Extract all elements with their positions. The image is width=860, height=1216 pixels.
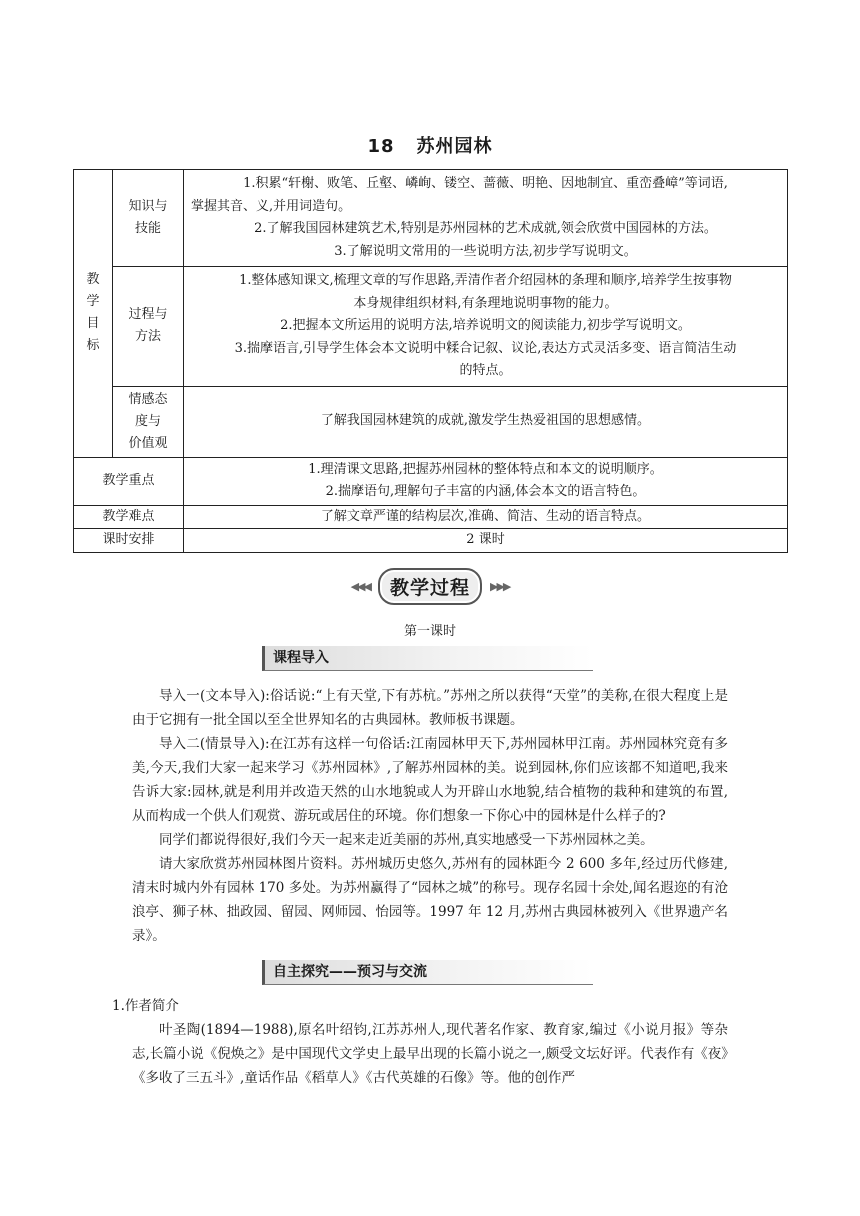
emotion-content: 了解我国园林建筑的成就,激发学生热爱祖国的思想感情。 bbox=[184, 386, 788, 457]
item-title: 1.作者简介 bbox=[112, 998, 179, 1014]
knowledge-content: 1.积累“轩榭、败笔、丘壑、嶙峋、镂空、蔷薇、明艳、因地制宜、重峦叠嶂”等词语, 掌握其音、义,并用词造句。 2.了解我国园林建筑艺术,特别是苏州园林的艺术成就,领会欣赏中国园林的方法。 3.了解说明文常用的一些说明方法,初步学写说明文。 bbox=[184, 170, 788, 267]
left-arrows-icon: ◀◀◀ bbox=[350, 580, 370, 593]
explore-body bbox=[112, 994, 728, 1090]
paragraph: 导入二(情景导入):在江苏有这样一句俗话:江南园林甲天下,苏州园林甲江南。苏州园林究竟有多美,今天,我们大家一起来学习《苏州园林》,了解苏州园林的美。说到园林,你们应该都不知道吧,我来告诉大家:园林,就是利用并改造天然的山水地貌或人为开辟山水地貌,结合植物的栽种和建筑的布置,从而构成一个供人们观赏、游玩或居住的环境。你们想象一下你心中的园林是什么样子的? bbox=[132, 736, 728, 824]
page-title bbox=[0, 132, 860, 158]
goals-label: 教 学 目 标 bbox=[74, 170, 113, 458]
paragraph: 同学们都说得很好,我们今天一起来走近美丽的苏州,真实地感受一下苏州园林之美。 bbox=[159, 832, 654, 848]
key-points-content: 1.理清课文思路,把握苏州园林的整体特点和本文的说明顺序。 2.揣摩语句,理解句子丰富的内涵,体会本文的语言特色。 bbox=[184, 457, 788, 505]
paragraph: 导入一(文本导入):俗话说:“上有天堂,下有苏杭。”苏州之所以获得“天堂”的美称,在很大程度上是由于它拥有一批全国以至全世界知名的古典园林。教师板书课题。 bbox=[132, 688, 728, 728]
knowledge-label: 知识与 技能 bbox=[113, 170, 184, 267]
emotion-label: 情感态 度与 价值观 bbox=[113, 386, 184, 457]
key-points-label: 教学重点 bbox=[74, 457, 184, 505]
process-label: 过程与 方法 bbox=[113, 267, 184, 387]
difficulty-content: 了解文章严谨的结构层次,准确、简洁、生动的语言特点。 bbox=[184, 505, 788, 529]
section-header-explore: 自主探究——预习与交流 bbox=[262, 960, 593, 985]
process-content: 1.整体感知课文,梳理文章的写作思路,弄清作者介绍园林的条理和顺序,培养学生按事物 本身规律组织材料,有条理地说明事物的能力。 2.把握本文所运用的说明方法,培养说明文的阅读能力,初步学写说明文。 3.揣摩语言,引导学生体会本文说明中糅合记叙、议论,表达方式灵活多变、语言简洁生动 的特点。 bbox=[184, 267, 788, 387]
lesson-title: 苏州园林 bbox=[416, 136, 493, 157]
schedule-label: 课时安排 bbox=[74, 529, 184, 553]
banner-title: 教学过程 bbox=[378, 568, 482, 605]
teaching-goals-table bbox=[73, 169, 788, 553]
schedule-content: 2 课时 bbox=[184, 529, 788, 553]
lesson-subtitle: 第一课时 bbox=[403, 624, 456, 639]
paragraph: 叶圣陶(1894—1988),原名叶绍钧,江苏苏州人,现代著名作家、教育家,编过《小说月报》等杂志,长篇小说《倪焕之》是中国现代文学史上最早出现的长篇小说之一,颇受文坛好评。代表作有《夜》《多收了三五斗》,童话作品《稻草人》《古代英雄的石像》等。他的创作严 bbox=[132, 1022, 728, 1086]
paragraph: 请大家欣赏苏州园林图片资料。苏州城历史悠久,苏州有的园林距今 2 600 多年,经过历代修建,清末时城内外有园林 170 多处。为苏州赢得了“园林之城”的称号。现存名园十余处,闻名遐迩的有沧浪亭、狮子林、拙政园、留园、网师园、怡园等。1997 年 12 月,苏州古典园林被列入《世界遗产名录》。 bbox=[132, 856, 728, 944]
lesson-number: 18 bbox=[367, 136, 395, 157]
intro-body bbox=[132, 684, 728, 948]
right-arrows-icon: ▶▶▶ bbox=[490, 580, 510, 593]
section-header-intro: 课程导入 bbox=[262, 646, 593, 671]
difficulty-label: 教学难点 bbox=[74, 505, 184, 529]
teaching-process-banner bbox=[0, 568, 860, 605]
